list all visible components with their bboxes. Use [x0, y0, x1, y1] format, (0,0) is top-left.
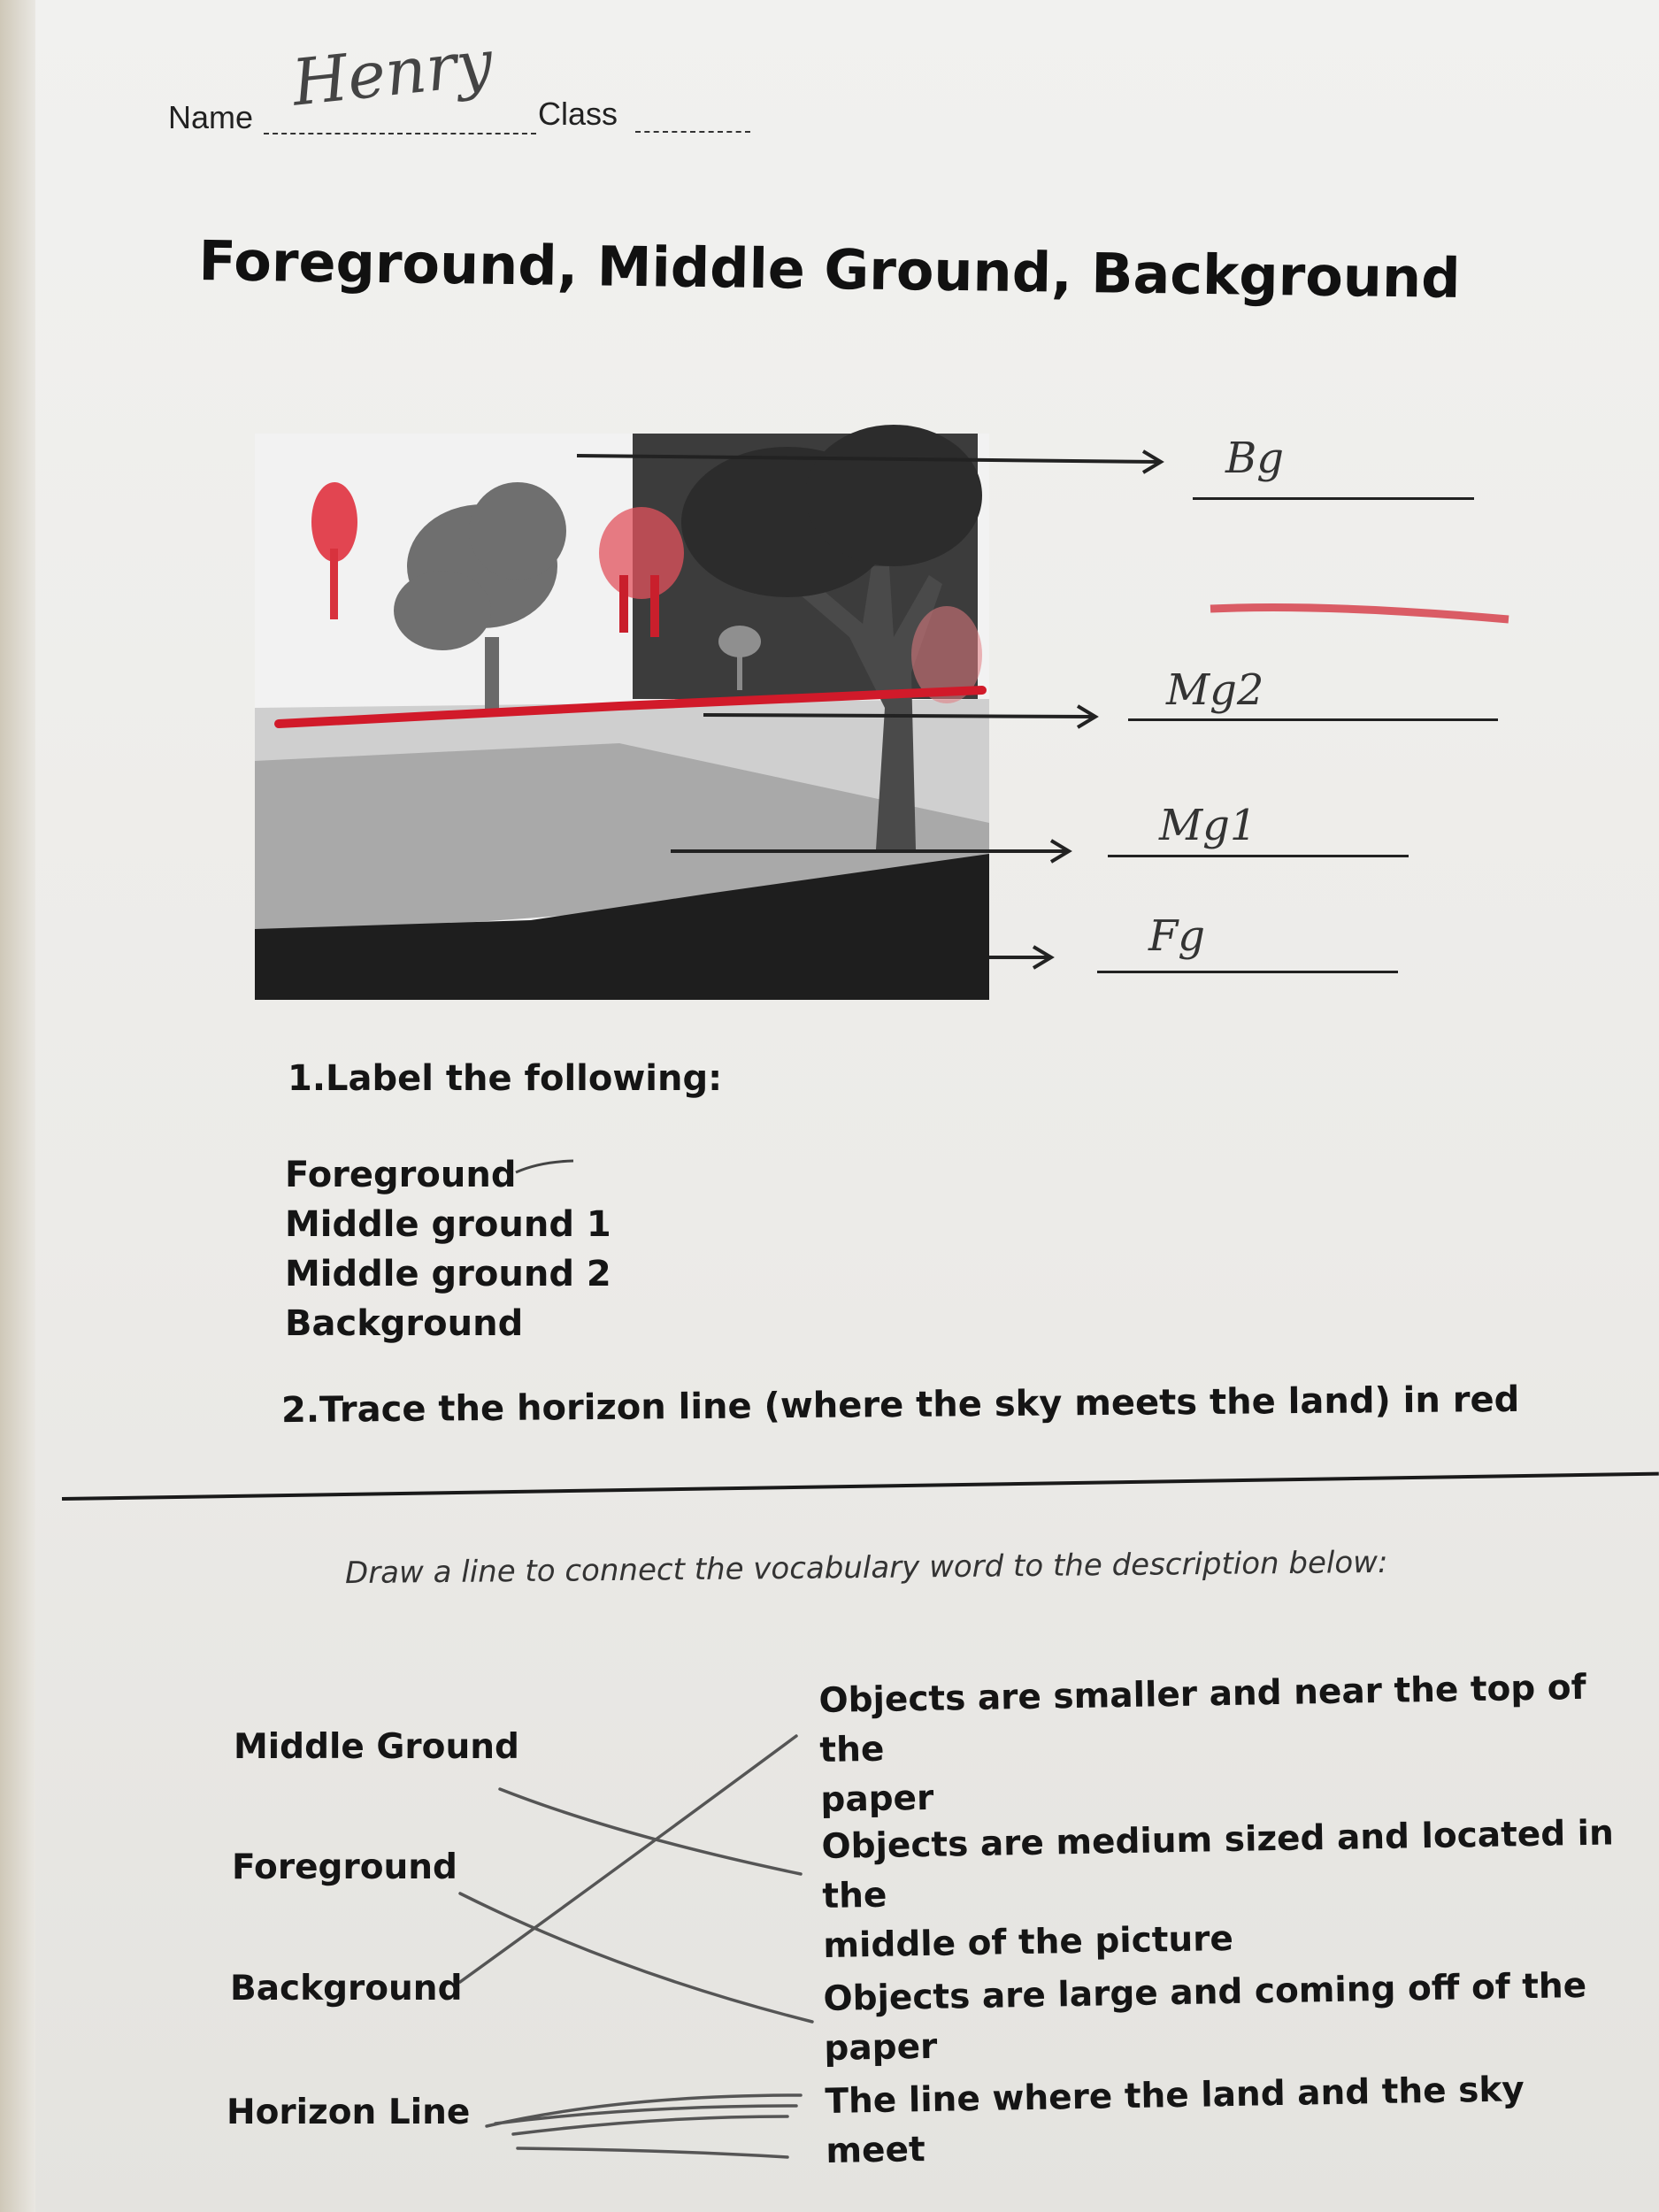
arrow-mg2 — [703, 715, 1093, 717]
class-label: Class — [538, 96, 618, 132]
small-tree-canopy — [718, 626, 761, 657]
name-label: Name — [168, 99, 254, 135]
question-2: 2.Trace the horizon line (where the sky meets the land) in red — [280, 1379, 1520, 1432]
label-list — [285, 1150, 611, 1348]
description-line: Objects are medium sized and located in the — [821, 1813, 1615, 1916]
answer-bg: Bg — [1225, 434, 1284, 483]
description-line: middle of the picture — [823, 1918, 1234, 1966]
red-tree-middle — [599, 507, 684, 599]
list-item: Background — [285, 1303, 524, 1344]
list-item: Foreground — [285, 1155, 517, 1195]
vocab-word: Background — [230, 1969, 463, 2008]
answer-mg2: Mg2 — [1166, 665, 1264, 715]
description-4 — [825, 2063, 1623, 2177]
description-line: Objects are large and coming off of the paper — [823, 1965, 1587, 2069]
description-line: paper — [820, 1778, 934, 1820]
description-line: Objects are smaller and near the top of the — [818, 1667, 1586, 1770]
vocab-word: Horizon Line — [227, 2093, 471, 2132]
description-line: The line where the land and the sky meet — [825, 2070, 1525, 2171]
description-1 — [818, 1663, 1617, 1825]
line-background — [460, 1736, 796, 1982]
description-3 — [823, 1961, 1621, 2074]
line-horizon — [487, 2095, 801, 2157]
matching-instruction: Draw a line to connect the vocabulary word to the description below: — [344, 1544, 1388, 1592]
description-2 — [821, 1809, 1620, 1971]
question-1: 1.Label the following: — [288, 1058, 723, 1099]
label-line-mg1 — [1108, 855, 1409, 857]
vocab-word: Middle Ground — [234, 1727, 519, 1767]
vocab-word: Foreground — [232, 1847, 457, 1887]
answer-fg: Fg — [1148, 911, 1206, 961]
grey-tree-trunk — [485, 637, 499, 717]
list-item: Middle ground 2 — [285, 1254, 611, 1294]
red-marker-stroke — [1210, 608, 1509, 620]
handwritten-name: Henry — [288, 25, 496, 120]
page-title: Foreground, Middle Ground, Background — [197, 228, 1462, 311]
list-item: Middle ground 1 — [285, 1204, 611, 1245]
answer-mg1: Mg1 — [1159, 801, 1257, 850]
line-foreground — [460, 1893, 812, 2022]
label-line-bg — [1193, 497, 1474, 500]
matching-lines — [460, 1736, 812, 2157]
label-line-fg — [1097, 971, 1398, 973]
line-middle-ground — [500, 1789, 801, 1874]
label-line-mg2 — [1128, 718, 1498, 721]
